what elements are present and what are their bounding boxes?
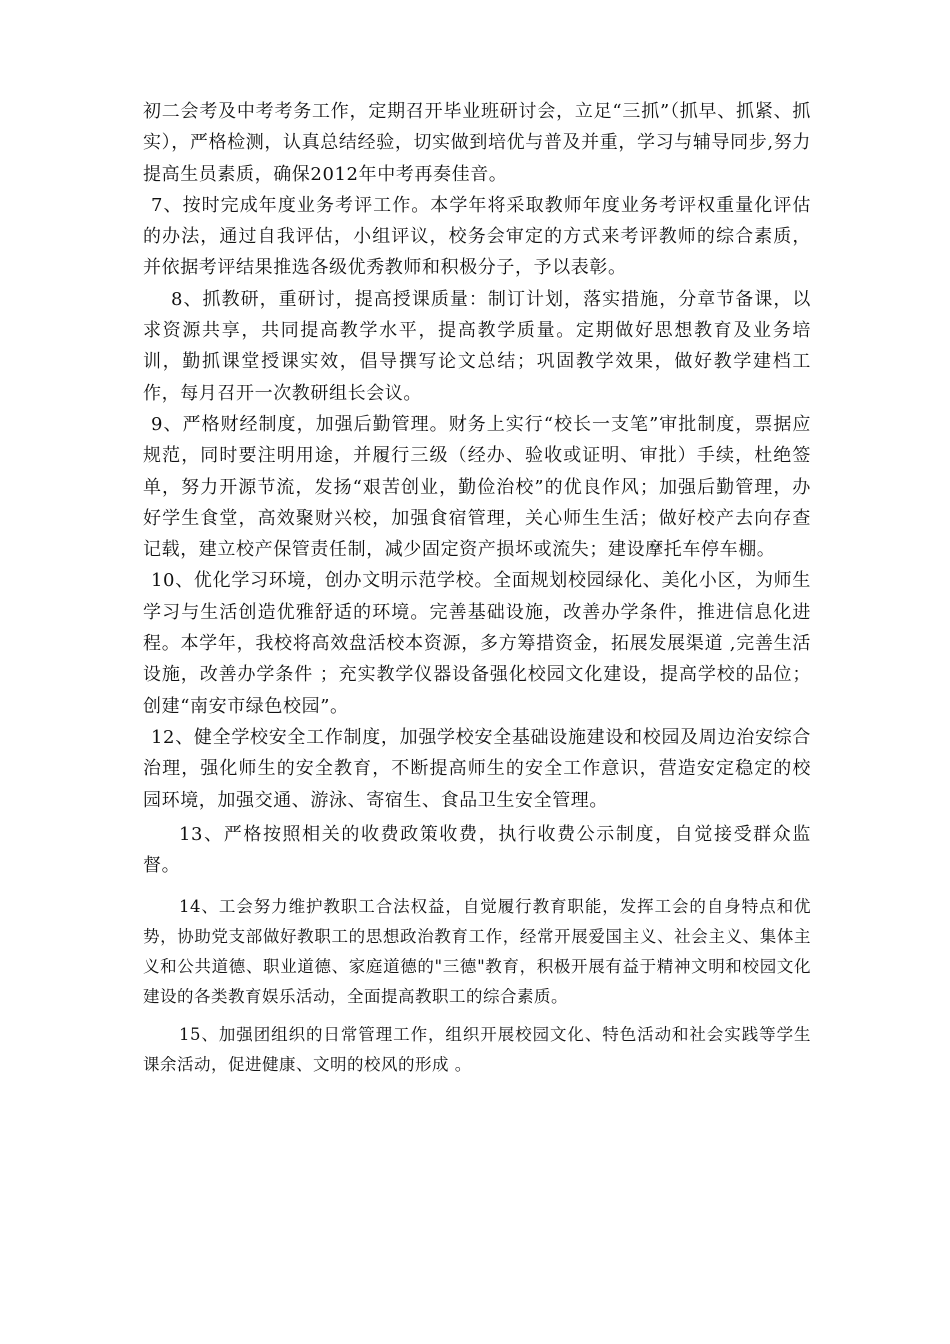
paragraph-item-9: 9、严格财经制度，加强后勤管理。财务上实行“校长一支笔”审批制度，票据应规范，同时要注明用途，并履行三级（经办、验收或证明、审批）手续，杜绝签单，努力开源节流，发扬“艰苦创业，勤俭治校”的优良作风；加强后勤管理，办好学生食堂，高效聚财兴校，加强食宿管理，关心师生生活；做好校产去向存查记载，建立校产保管责任制，减少固定资产损坏或流失；建设摩托车停车棚。 xyxy=(143,413,811,561)
paragraph-item-8: 8、抓教研，重研讨，提高授课质量：制订计划，落实措施，分章节备课，以求资源共享，共同提高教学水平，提高教学质量。定期做好思想教育及业务培训，勤抓课堂授课实效，倡导撰写论文总结；巩固教学效果，做好教学建档工作，每月召开一次教研组长会议。 xyxy=(143,288,811,404)
paragraph-continuation: 初二会考及中考考务工作，定期召开毕业班研讨会，立足“三抓”（抓早、抓紧、抓实），严格检测，认真总结经验，切实做到培优与普及并重，学习与辅导同步,努力提高生员素质，确保2012年中考再奏佳音。 xyxy=(143,101,811,185)
paragraph-item-14: 14、工会努力维护教职工合法权益，自觉履行教育职能，发挥工会的自身特点和优势，协助党支部做好教职工的思想政治教育工作，经常开展爱国主义、社会主义、集体主义和公共道德、职业道德、家庭道德的"三德"教育，积极开展有益于精神文明和校园文化建设的各类教育娱乐活动，全面提高教职工的综合素质。 xyxy=(143,897,811,1007)
paragraph-item-10: 10、优化学习环境，创办文明示范学校。全面规划校园绿化、美化小区，为师生学习与生活创造优雅舒适的环境。完善基础设施，改善办学条件，推进信息化进程。本学年，我校将高效盘活校本资源，多方筹措资金，拓展发展渠道 ,完善生活设施，改善办学条件 ；充实教学仪器设备强化校园文化建设，提高学校的品位；创建“南安市绿色校园”。 xyxy=(143,570,811,717)
paragraph-item-7: 7、按时完成年度业务考评工作。本学年将采取教师年度业务考评权重量化评估的办法，通过自我评估，小组评议，校务会审定的方式来考评教师的综合素质，并依据考评结果推选各级优秀教师和积极分子，予以表彰。 xyxy=(143,194,811,279)
document-body xyxy=(143,96,811,1080)
paragraph-item-13: 13、严格按照相关的收费政策收费，执行收费公示制度，自觉接受群众监督。 xyxy=(143,823,811,877)
paragraph-item-12: 12、健全学校安全工作制度，加强学校安全基础设施建设和校园及周边治安综合治理，强化师生的安全教育，不断提高师生的安全工作意识，营造安定稳定的校园环境，加强交通、游泳、寄宿生、食品卫生安全管理。 xyxy=(143,726,811,811)
paragraph-item-15: 15、加强团组织的日常管理工作，组织开展校园文化、特色活动和社会实践等学生课余活动，促进健康、文明的校风的形成 。 xyxy=(143,1025,811,1075)
